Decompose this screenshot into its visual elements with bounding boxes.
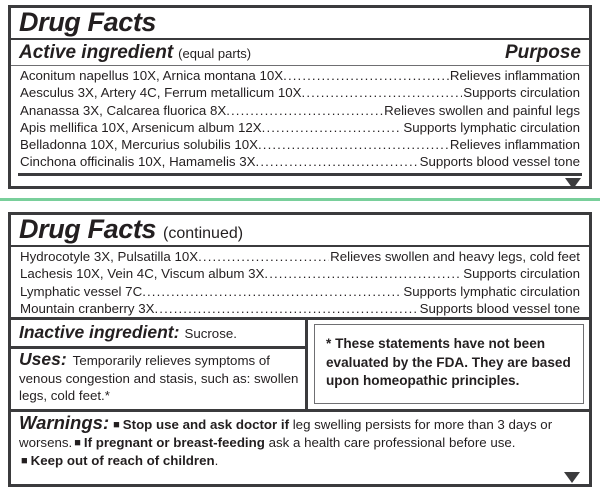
ingredient-name: Hydrocotyle 3X, Pulsatilla 10X bbox=[20, 249, 199, 264]
uses-section bbox=[11, 349, 305, 409]
panel-title-row-continued bbox=[11, 215, 589, 247]
inactive-ingredient-label: Inactive ingredient: bbox=[19, 322, 180, 343]
ingredient-row bbox=[20, 153, 580, 170]
down-triangle-icon bbox=[564, 472, 580, 483]
continued-arrow-row bbox=[18, 176, 582, 191]
ingredient-purpose: Supports blood vessel tone bbox=[419, 154, 580, 170]
ingredient-row bbox=[20, 84, 580, 101]
inactive-and-uses-column bbox=[11, 320, 308, 409]
ingredient-row bbox=[20, 102, 580, 119]
leader-dots bbox=[283, 67, 449, 84]
ingredient-name: Belladonna 10X, Mercurius solubilis 10X bbox=[20, 137, 258, 153]
leader-dots bbox=[258, 136, 449, 153]
warnings-section bbox=[11, 409, 589, 485]
page-title-suffix: (continued) bbox=[163, 225, 244, 242]
ingredient-name: Mountain cranberry 3X bbox=[20, 300, 155, 316]
leader-dots bbox=[198, 248, 329, 265]
ingredient-name: Cinchona officinalis 10X, Hamamelis 3X bbox=[20, 154, 256, 170]
active-ingredient-label-text: Active ingredient bbox=[19, 42, 174, 63]
ingredient-purpose: Supports circulation bbox=[463, 266, 580, 282]
ingredient-purpose: Supports blood vessel tone bbox=[419, 300, 580, 316]
ingredient-name: Aconitum napellus 10X, Arnica montana 10X bbox=[20, 68, 284, 83]
ingredient-row bbox=[20, 300, 580, 317]
ingredient-name: Aesculus 3X, Artery 4C, Ferrum metallicum 10X bbox=[20, 85, 302, 101]
drug-facts-panel-continued bbox=[8, 212, 592, 487]
uses-label: Uses: bbox=[19, 349, 67, 370]
warning-text-2: ask a health care professional before use. bbox=[268, 434, 516, 450]
ingredient-name: Lachesis 10X, Vein 4C, Viscum album 3X bbox=[20, 266, 265, 282]
inactive-ingredient-value: Sucrose. bbox=[184, 326, 237, 342]
leader-dots bbox=[142, 283, 402, 300]
uses-and-disclaimer-block bbox=[11, 317, 589, 409]
ingredient-purpose: Relieves swollen and heavy legs, cold feet bbox=[330, 249, 580, 264]
ingredient-name: Lymphatic vessel 7C bbox=[20, 283, 143, 299]
uses-text: Temporarily relieves symptoms of venous congestion and stasis, such as: swollen legs, cold feet.* bbox=[19, 353, 299, 404]
ingredient-row bbox=[20, 283, 580, 300]
panel-footer bbox=[11, 173, 589, 191]
active-ingredient-qualifier: (equal parts) bbox=[178, 46, 252, 61]
ingredient-purpose: Relieves inflammation bbox=[449, 68, 580, 83]
ingredient-purpose: Supports lymphatic circulation bbox=[403, 119, 580, 135]
panel-title-row bbox=[11, 8, 589, 40]
ingredient-row bbox=[20, 265, 580, 282]
ingredient-row bbox=[20, 67, 580, 84]
purpose-label: Purpose bbox=[504, 42, 581, 63]
ingredient-row bbox=[20, 119, 580, 136]
ingredient-row bbox=[20, 136, 580, 153]
leader-dots bbox=[226, 102, 383, 119]
inactive-ingredient-section bbox=[11, 320, 305, 349]
square-bullet-icon: ■ bbox=[113, 418, 120, 431]
ingredient-purpose: Supports lymphatic circulation bbox=[403, 283, 580, 299]
square-bullet-icon: ■ bbox=[74, 436, 81, 449]
page-title-continued: Drug Facts bbox=[19, 214, 157, 244]
ingredient-name: Apis mellifica 10X, Arsenicum album 12X bbox=[20, 119, 262, 135]
active-ingredient-list bbox=[11, 66, 589, 171]
leader-dots bbox=[302, 84, 463, 101]
leader-dots bbox=[264, 265, 462, 282]
leader-dots bbox=[155, 300, 419, 317]
warning-bold-3: Keep out of reach of children bbox=[30, 452, 215, 468]
active-ingredient-header bbox=[11, 40, 589, 66]
fda-disclaimer-column bbox=[308, 320, 589, 409]
warning-text-1: leg swelling persists for more than 3 days or worsens. bbox=[19, 416, 553, 450]
ingredient-row bbox=[20, 248, 580, 265]
ingredient-purpose: Relieves inflammation bbox=[449, 137, 580, 153]
ingredient-name: Ananassa 3X, Calcarea fluorica 8X bbox=[20, 102, 227, 118]
warning-bold-2: If pregnant or breast-feeding bbox=[83, 434, 265, 450]
ingredient-purpose: Relieves swollen and painful legs bbox=[384, 102, 580, 118]
active-ingredient-label bbox=[19, 42, 251, 64]
warning-text-3: . bbox=[214, 452, 219, 468]
square-bullet-icon: ■ bbox=[21, 454, 28, 467]
down-triangle-icon bbox=[565, 178, 581, 189]
continued-arrow-row-bottom bbox=[19, 470, 581, 485]
drug-facts-panel-active bbox=[8, 5, 592, 189]
warnings-label: Warnings: bbox=[19, 411, 110, 433]
fda-disclaimer-box: * These statements have not been evaluated by the FDA. They are based upon homeopathic principles. bbox=[314, 324, 584, 404]
ingredient-purpose: Supports circulation bbox=[463, 85, 580, 101]
page-title: Drug Facts bbox=[19, 7, 157, 37]
continued-ingredient-list bbox=[11, 247, 589, 317]
warning-bold-1: Stop use and ask doctor if bbox=[122, 416, 290, 432]
leader-dots bbox=[256, 153, 419, 170]
leader-dots bbox=[262, 119, 403, 136]
panel-separator-line bbox=[0, 198, 600, 201]
